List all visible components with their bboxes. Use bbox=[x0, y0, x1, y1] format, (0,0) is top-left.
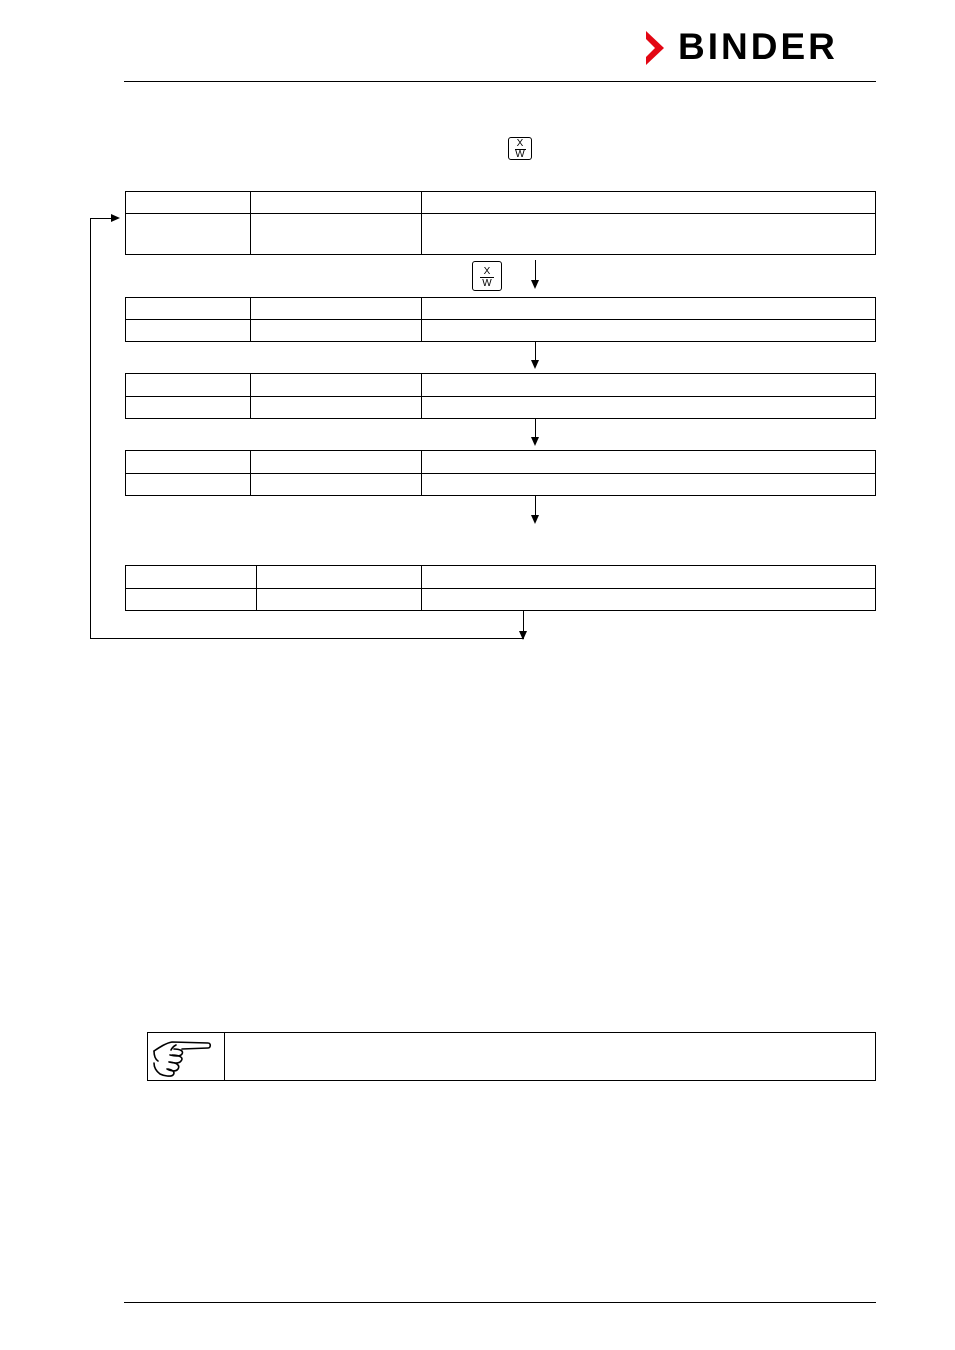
table-cell bbox=[251, 320, 422, 342]
table-cell bbox=[126, 320, 251, 342]
note-box bbox=[147, 1032, 876, 1081]
table-cell bbox=[422, 320, 876, 342]
table-cell bbox=[126, 192, 251, 214]
table-cell bbox=[422, 192, 876, 214]
key-upper-label: X bbox=[483, 266, 491, 277]
display-table-2 bbox=[125, 297, 876, 342]
table-cell bbox=[126, 374, 251, 397]
key-upper-label: X bbox=[516, 138, 524, 149]
brand-name: BINDER bbox=[678, 26, 838, 67]
table-cell bbox=[251, 451, 422, 474]
table-cell bbox=[422, 473, 876, 496]
x-w-key-button[interactable] bbox=[508, 137, 532, 160]
display-table-5 bbox=[125, 565, 876, 611]
table-cell bbox=[422, 374, 876, 397]
table-cell bbox=[251, 473, 422, 496]
table-cell bbox=[422, 451, 876, 474]
table-cell bbox=[257, 566, 422, 589]
loop-return-line-bottom bbox=[90, 638, 524, 639]
table-cell bbox=[422, 566, 876, 589]
table-cell bbox=[251, 298, 422, 320]
table-cell bbox=[126, 214, 251, 255]
binder-logo bbox=[646, 26, 878, 67]
table-cell bbox=[422, 588, 876, 611]
table-cell bbox=[126, 396, 251, 419]
arrow-down-icon bbox=[531, 280, 539, 289]
header-rule bbox=[124, 81, 876, 82]
display-table-4 bbox=[125, 450, 876, 496]
flow-arrow-line bbox=[535, 419, 536, 438]
flow-arrow-line bbox=[535, 260, 536, 281]
arrow-right-icon bbox=[111, 214, 120, 222]
arrow-down-icon bbox=[531, 437, 539, 446]
key-lower-label: W bbox=[482, 278, 492, 289]
display-table-1 bbox=[125, 191, 876, 255]
display-table-3 bbox=[125, 373, 876, 419]
flow-arrow-line bbox=[535, 342, 536, 361]
x-w-sequence-key-button[interactable] bbox=[472, 261, 502, 291]
table-cell bbox=[251, 396, 422, 419]
table-cell bbox=[126, 451, 251, 474]
table-cell bbox=[251, 374, 422, 397]
table-cell bbox=[422, 396, 876, 419]
flow-arrow-line bbox=[523, 611, 524, 632]
table-cell bbox=[422, 298, 876, 320]
key-lower-label: W bbox=[515, 149, 525, 160]
table-cell bbox=[251, 214, 422, 255]
table-cell bbox=[126, 566, 257, 589]
pointing-hand-icon bbox=[152, 1037, 212, 1077]
loop-return-line-top bbox=[90, 218, 112, 219]
table-cell bbox=[126, 588, 257, 611]
note-divider bbox=[224, 1033, 225, 1080]
arrow-down-icon bbox=[531, 360, 539, 369]
table-cell bbox=[257, 588, 422, 611]
footer-rule bbox=[124, 1302, 876, 1303]
flow-arrow-line bbox=[535, 496, 536, 516]
table-cell bbox=[422, 214, 876, 255]
table-cell bbox=[251, 192, 422, 214]
loop-return-line-left bbox=[90, 218, 91, 639]
binder-logo-mark-icon bbox=[646, 31, 670, 65]
table-cell bbox=[126, 298, 251, 320]
table-cell bbox=[126, 473, 251, 496]
arrow-down-icon bbox=[531, 515, 539, 524]
